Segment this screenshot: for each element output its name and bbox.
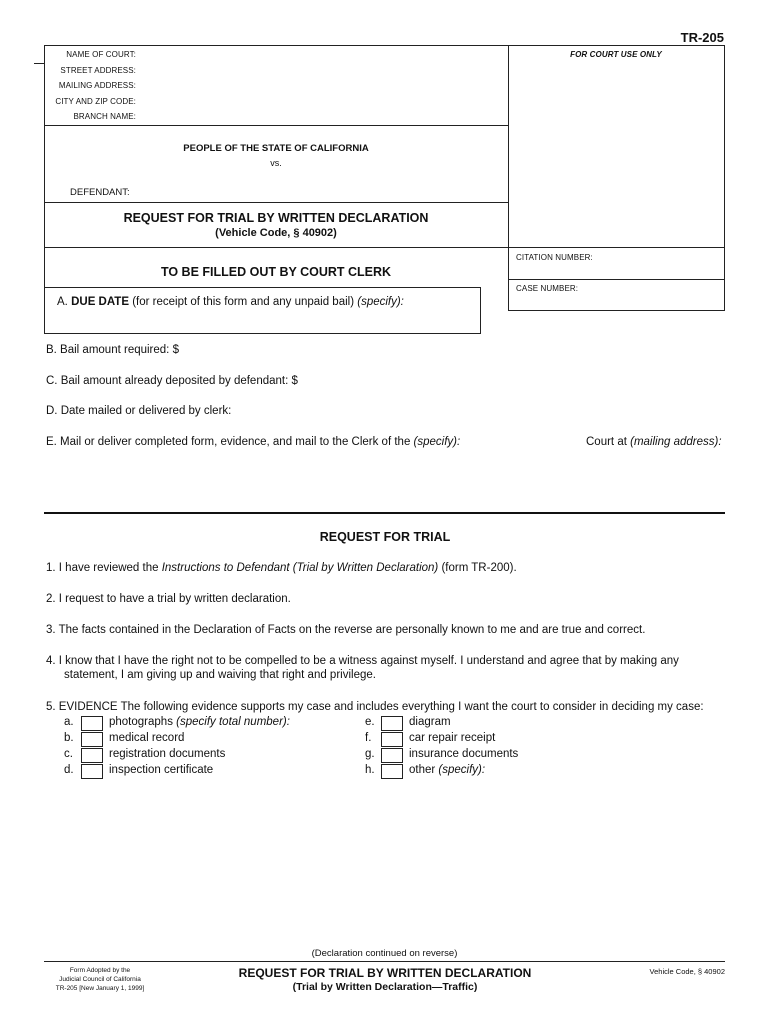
diagram-checkbox[interactable] [381,716,403,731]
evidence-letter-f: f. [365,732,372,744]
adopted-line-1: Form Adopted by the [69,967,131,974]
date-mailed-line[interactable]: D. Date mailed or delivered by clerk: [46,405,232,417]
header-right-border [724,45,725,310]
due-date-specify: (specify): [357,296,404,308]
form-title: REQUEST FOR TRIAL BY WRITTEN DECLARATION [123,211,429,225]
vs-label: vs. [270,158,282,168]
form-number: TR-205 [680,30,724,45]
mail-deliver-specify: (specify): [413,436,461,448]
adopted-line-2: Judicial Council of California [59,976,141,983]
evidence-letter-b: b. [64,732,74,744]
photographs-specify: (specify total number): [176,716,290,728]
due-date-label: DUE DATE [71,296,130,308]
insurance-documents-checkbox[interactable] [381,748,403,763]
due-date-text: (for receipt of this form and any unpaid bail) [132,296,355,308]
item-2: 2. I request to have a trial by written declaration. [46,593,291,605]
evidence-letter-d: d. [64,764,74,776]
evidence-letter-a: a. [64,716,74,728]
bail-deposited-line[interactable]: C. Bail amount already deposited by defendant: $ [46,375,298,387]
clerk-section-header: TO BE FILLED OUT BY COURT CLERK [160,265,392,279]
bail-required-line[interactable]: B. Bail amount required: $ [46,344,179,356]
mail-deliver-text: E. Mail or deliver completed form, evidence, and mail to the Clerk of the [46,436,411,448]
court-at-label: Court at [586,436,627,448]
court-at-field[interactable] [586,436,722,448]
inspection-certificate-label: inspection certificate [109,764,214,776]
court-at-mailing: (mailing address): [630,436,722,448]
medical-record-label: medical record [109,732,185,744]
court-use-label: FOR COURT USE ONLY [570,50,662,59]
form-subtitle: (Vehicle Code, § 40902) [215,227,337,239]
due-date-field[interactable] [57,296,404,308]
mail-deliver-line[interactable] [46,436,460,448]
item-4-line-2: statement, I am giving up and waiving that right and privilege. [64,669,376,681]
form-adopted-block [40,966,160,993]
footer-subtitle: (Trial by Written Declaration—Traffic) [292,981,478,993]
due-date-letter: A. [57,296,68,308]
court-name-label: NAME OF COURT: [66,50,136,59]
case-bottom-border [508,310,725,311]
court-info-divider [44,125,508,126]
photographs-label: photographs [109,716,173,728]
other-label: other [409,764,436,776]
defendant-label: DEFENDANT: [70,187,130,198]
street-address-label: STREET ADDRESS: [60,66,136,75]
vehicle-code-ref: Vehicle Code, § 40902 [649,967,725,976]
medical-record-checkbox[interactable] [81,732,103,747]
footer-title: REQUEST FOR TRIAL BY WRITTEN DECLARATION [238,966,532,980]
item-1-suffix: (form TR-200). [441,562,517,574]
registration-documents-checkbox[interactable] [81,748,103,763]
case-number-label: CASE NUMBER: [516,284,579,293]
adopted-line-3: TR-205 [New January 1, 1999] [55,985,145,992]
corner-tick [34,63,45,64]
section-separator [44,512,725,514]
due-date-bottom-border [44,333,481,334]
header-divider [508,45,509,310]
item-3: 3. The facts contained in the Declaration of Facts on the reverse are personally known to me and are true and correct. [46,624,646,636]
title-divider [44,247,725,248]
other-checkbox[interactable] [381,764,403,779]
car-repair-receipt-label: car repair receipt [409,732,496,744]
item-5-evidence: 5. EVIDENCE The following evidence supports my case and includes everything I want the court to consider in deciding my case: [46,701,704,713]
other-evidence-field [409,764,485,776]
header-top-border [44,45,725,46]
photographs-checkbox[interactable] [81,716,103,731]
other-specify: (specify): [438,764,486,776]
city-zip-label: CITY AND ZIP CODE: [55,97,136,106]
evidence-letter-c: c. [64,748,73,760]
due-date-right-border [480,287,481,334]
citation-divider [508,279,725,280]
evidence-label-a [109,716,290,728]
insurance-documents-label: insurance documents [409,748,519,760]
request-section-header: REQUEST FOR TRIAL [319,530,451,544]
item-1-italic: Instructions to Defendant (Trial by Written Declaration) [161,562,439,574]
item-1-prefix: 1. I have reviewed the [46,562,159,574]
footer-rule [44,961,725,962]
item-4-line-1: 4. I know that I have the right not to be compelled to be a witness against myself. I understand and agree that by making any [46,655,679,667]
car-repair-receipt-checkbox[interactable] [381,732,403,747]
diagram-label: diagram [409,716,451,728]
mailing-address-label: MAILING ADDRESS: [58,81,136,90]
continued-on-reverse: (Declaration continued on reverse) [311,948,458,959]
citation-number-label: CITATION NUMBER: [516,253,593,262]
caption-divider [44,202,508,203]
evidence-letter-e: e. [365,716,375,728]
registration-documents-label: registration documents [109,748,226,760]
item-1 [46,562,517,574]
due-date-top-border [44,287,481,288]
evidence-letter-h: h. [365,764,375,776]
plaintiff-caption: PEOPLE OF THE STATE OF CALIFORNIA [183,143,369,154]
evidence-letter-g: g. [365,748,375,760]
inspection-certificate-checkbox[interactable] [81,764,103,779]
branch-name-label: BRANCH NAME: [73,112,136,121]
